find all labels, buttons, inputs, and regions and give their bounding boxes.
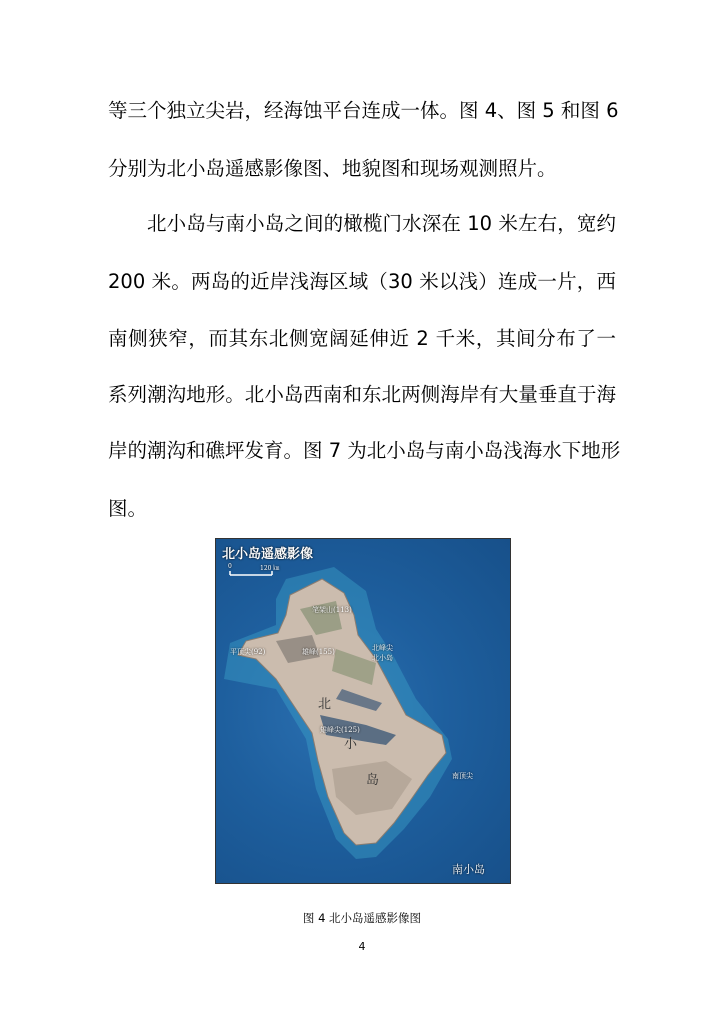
island-map xyxy=(216,539,510,883)
body-line-6: 系列潮沟地形。北小岛西南和东北两侧海岸有大量垂直于海 xyxy=(108,383,616,406)
place-label: 北小岛 xyxy=(372,654,393,662)
island-name-char: 北 xyxy=(318,697,332,712)
body-line-2: 分别为北小岛遥感影像图、地貌图和现场观测照片。 xyxy=(108,157,557,180)
figure-title: 北小岛遥感影像 xyxy=(222,547,314,562)
place-label: 南顶尖 xyxy=(452,772,473,780)
body-line-1: 等三个独立尖岩，经海蚀平台连成一体。图 4、图 5 和图 6 xyxy=(108,99,619,122)
place-label: 北峰尖 xyxy=(372,644,393,652)
south-island-label: 南小岛 xyxy=(452,863,485,876)
place-label: 平顶尖(92) xyxy=(230,648,266,656)
body-line-3: 北小岛与南小岛之间的橄榄门水深在 10 米左右，宽约 xyxy=(147,212,616,235)
body-line-8: 图。 xyxy=(108,497,148,520)
figure-caption: 图 4 北小岛遥感影像图 xyxy=(302,911,422,925)
island-name-char: 岛 xyxy=(366,773,380,788)
place-label: 笔架山(113) xyxy=(312,606,352,614)
scale-end-label: 120 ㎞ xyxy=(260,565,280,572)
place-label: 雄峰(155) xyxy=(302,648,335,656)
island-name-char: 小 xyxy=(344,737,358,752)
body-line-4: 200 米。两岛的近岸浅海区域（30 米以浅）连成一片，西 xyxy=(108,270,616,293)
place-label: 雉峰尖(125) xyxy=(320,726,360,734)
page-number: 4 xyxy=(358,940,366,953)
body-line-5: 南侧狭窄，而其东北侧宽阔延伸近 2 千米，其间分布了一 xyxy=(108,327,616,350)
satellite-image xyxy=(215,538,511,884)
scale-start-label: 0 xyxy=(228,563,232,570)
body-line-7: 岸的潮沟和礁坪发育。图 7 为北小岛与南小岛浅海水下地形 xyxy=(108,439,621,462)
